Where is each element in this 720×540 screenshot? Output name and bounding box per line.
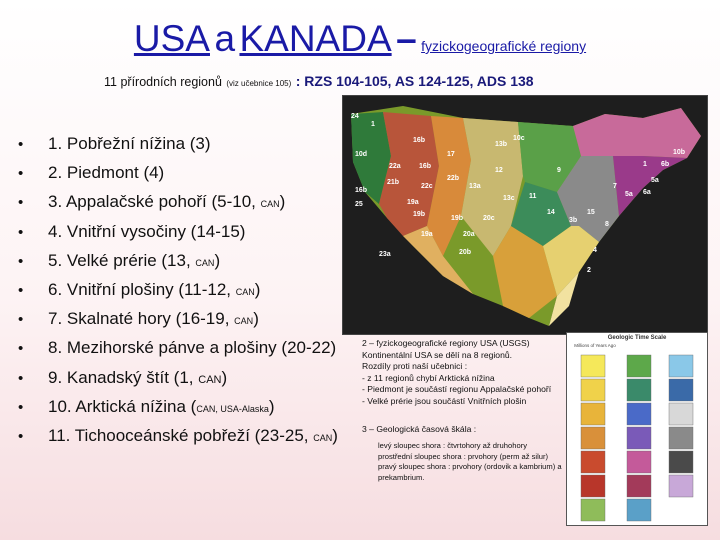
note-line: levý sloupec shora : čtvrtohory až druhohory	[378, 441, 527, 451]
map-graphic	[343, 96, 707, 334]
bullet: •	[18, 165, 24, 183]
geo-period-swatch	[581, 451, 605, 473]
map-region-label: 19b	[413, 211, 426, 218]
bullet: •	[18, 427, 24, 445]
map-region-label: 12	[495, 167, 503, 174]
geo-scale-graphic	[567, 333, 707, 525]
region-text: 4. Vnitřní vysočiny (14-15)	[48, 221, 246, 241]
region-text: 3. Appalačské pohoří (5-10,	[48, 192, 261, 212]
map-region-label: 10c	[513, 135, 525, 142]
region-text: 6. Vnitřní plošiny (11-12,	[48, 279, 236, 299]
region-close: )	[214, 250, 221, 270]
note-line: - Piedmont je součástí regionu Appalačské pohoří	[362, 384, 552, 395]
bullet: •	[18, 136, 24, 153]
map-region-label: 5a	[625, 191, 633, 198]
geo-period-swatch	[581, 475, 605, 497]
geo-period-swatch	[669, 475, 693, 497]
note-line: Kontinentální USA se dělí na 8 regionů.	[362, 349, 513, 360]
note-line: - z 11 regionů chybí Arktická nížina	[362, 372, 495, 383]
map-region-label: 17	[447, 151, 455, 158]
list-item	[18, 246, 338, 275]
map-region-label: 6b	[661, 161, 670, 168]
geo-period-swatch	[581, 355, 605, 377]
region-close: )	[279, 192, 286, 212]
bullet: •	[18, 340, 24, 358]
geo-period-swatch	[627, 355, 651, 377]
list-item	[18, 304, 338, 333]
map-region-label: 2	[587, 267, 591, 274]
list-item	[18, 158, 338, 187]
list-item	[18, 363, 338, 392]
bullet: •	[18, 311, 24, 329]
region-text: 5. Velké prérie (13,	[48, 250, 196, 270]
region-close: )	[221, 367, 228, 387]
map-region-label: 19a	[421, 231, 433, 238]
geo-period-swatch	[627, 499, 651, 521]
geo-period-swatch	[627, 427, 651, 449]
usgs-regions-map	[342, 95, 708, 335]
region-text: 8. Mezihorské pánve a plošiny (20-22)	[48, 338, 337, 358]
bullet: •	[18, 398, 24, 416]
geo-period-swatch	[669, 451, 693, 473]
geo-period-swatch	[669, 355, 693, 377]
map-region-label: 4	[593, 247, 597, 254]
geo-period-swatch	[581, 427, 605, 449]
subtitle-refs: : RZS 104-105, AS 124-125, ADS 138	[295, 73, 534, 89]
map-region-label: 10b	[673, 149, 686, 156]
map-region-label: 3b	[569, 217, 578, 224]
map-region-label: 25	[355, 201, 363, 208]
region-text: 10. Arktická nížina (	[48, 396, 197, 416]
map-region-label: 16b	[413, 137, 426, 144]
map-region-label: 21b	[387, 179, 400, 186]
region-suffix: CAN	[198, 373, 222, 386]
note-line: - Velké prérie jsou součástí Vnitřních plošin	[362, 395, 527, 406]
map-region-label: 13b	[495, 141, 508, 148]
bullet: •	[18, 281, 24, 299]
region-suffix: CAN	[260, 199, 280, 210]
list-item	[18, 392, 338, 421]
title-subheading: fyzickogeografické regiony	[421, 38, 587, 54]
geo-period-swatch	[627, 451, 651, 473]
geo-scale-title: Geologic Time Scale	[607, 335, 667, 341]
title-kanada: KANADA	[239, 18, 392, 59]
list-item	[18, 187, 338, 216]
map-region-label: 20c	[483, 215, 495, 222]
list-item	[18, 421, 338, 450]
geo-period-swatch	[669, 427, 693, 449]
geo-period-swatch	[581, 499, 605, 521]
note-line: 2 – fyzickogeografické regiony USA (USGS)	[362, 338, 530, 348]
region-text: 1. Pobřežní nížina (3)	[48, 134, 211, 153]
map-region-label: 14	[547, 209, 555, 216]
region-suffix: CAN	[195, 257, 215, 268]
map-region-label: 7	[613, 183, 617, 190]
geo-period-swatch	[627, 379, 651, 401]
map-region-label: 20a	[463, 231, 475, 238]
list-item	[18, 217, 338, 246]
map-region-label: 16b	[355, 187, 368, 194]
bullet: •	[18, 252, 24, 270]
map-region-label: 13a	[469, 183, 481, 190]
map-region-label: 6a	[643, 189, 651, 196]
bullet: •	[18, 369, 24, 387]
geo-period-swatch	[581, 403, 605, 425]
map-region-label: 16b	[419, 163, 432, 170]
map-region-label: 13c	[503, 195, 515, 202]
title-dash: –	[396, 18, 417, 59]
subtitle-note: (viz učebnice 105)	[226, 79, 292, 88]
region-text: 9. Kanadský štít (1,	[48, 367, 199, 387]
list-item	[18, 275, 338, 304]
note-line: prostřední sloupec shora : prvohory (perm až silur)	[378, 451, 549, 461]
region-suffix: CAN	[313, 432, 333, 443]
region-list	[18, 129, 338, 450]
region-text: 2. Piedmont (4)	[48, 163, 165, 183]
region-close: )	[253, 309, 259, 329]
map-region-label: 9	[557, 167, 561, 174]
map-region-label: 1	[371, 121, 375, 128]
list-item	[18, 333, 338, 362]
map-region-label: 11	[529, 193, 537, 200]
map-region-label: 19a	[407, 199, 419, 206]
region-close: )	[268, 396, 275, 416]
geo-period-swatch	[627, 403, 651, 425]
region-suffix: CAN, USA-Alaska	[196, 403, 269, 414]
figure-notes	[362, 338, 567, 483]
note-line: Rozdíly proti naší učebnici :	[362, 361, 468, 372]
note-line: pravý sloupec shora : prvohory (ordovik a kambrium) a prekambrium.	[378, 462, 562, 482]
map-region-label: 24	[351, 113, 359, 120]
map-region-label: 1	[643, 161, 647, 168]
region-suffix: CAN	[234, 316, 254, 327]
bullet: •	[18, 223, 24, 241]
map-region-label: 15	[587, 209, 595, 216]
slide-subtitle	[104, 73, 534, 91]
map-region-label: 5a	[651, 177, 659, 184]
geo-period-swatch	[581, 379, 605, 401]
note-line: 3 – Geologická časová škála :	[362, 423, 477, 434]
map-region-label: 8	[605, 221, 609, 228]
map-region-label: 22a	[389, 163, 401, 170]
region-text: 7. Skalnaté hory (16-19,	[48, 309, 235, 329]
list-item	[18, 129, 338, 158]
geo-scale-subtitle: Millions of Years Ago	[574, 343, 616, 348]
map-region-label: 22c	[421, 183, 433, 190]
map-region-label: 23a	[379, 251, 391, 258]
slide-title	[0, 18, 720, 60]
subtitle-text: 11 přírodních regionů	[104, 75, 222, 89]
geo-period-swatch	[669, 379, 693, 401]
map-region-label: 19b	[451, 215, 464, 222]
map-region-label: 20b	[459, 249, 472, 256]
geo-period-swatch	[627, 475, 651, 497]
region-suffix: CAN	[235, 286, 255, 297]
title-usa: USA	[133, 18, 210, 59]
region-close: )	[254, 279, 261, 299]
geologic-time-scale	[566, 332, 708, 526]
region-text: 11. Tichooceánské pobřeží (23-25,	[48, 425, 314, 445]
region-close: )	[332, 425, 338, 445]
map-region-label: 10d	[355, 151, 368, 158]
title-and: a	[214, 18, 236, 59]
bullet: •	[18, 194, 24, 212]
map-region-label: 22b	[447, 175, 460, 182]
geo-period-swatch	[669, 403, 693, 425]
